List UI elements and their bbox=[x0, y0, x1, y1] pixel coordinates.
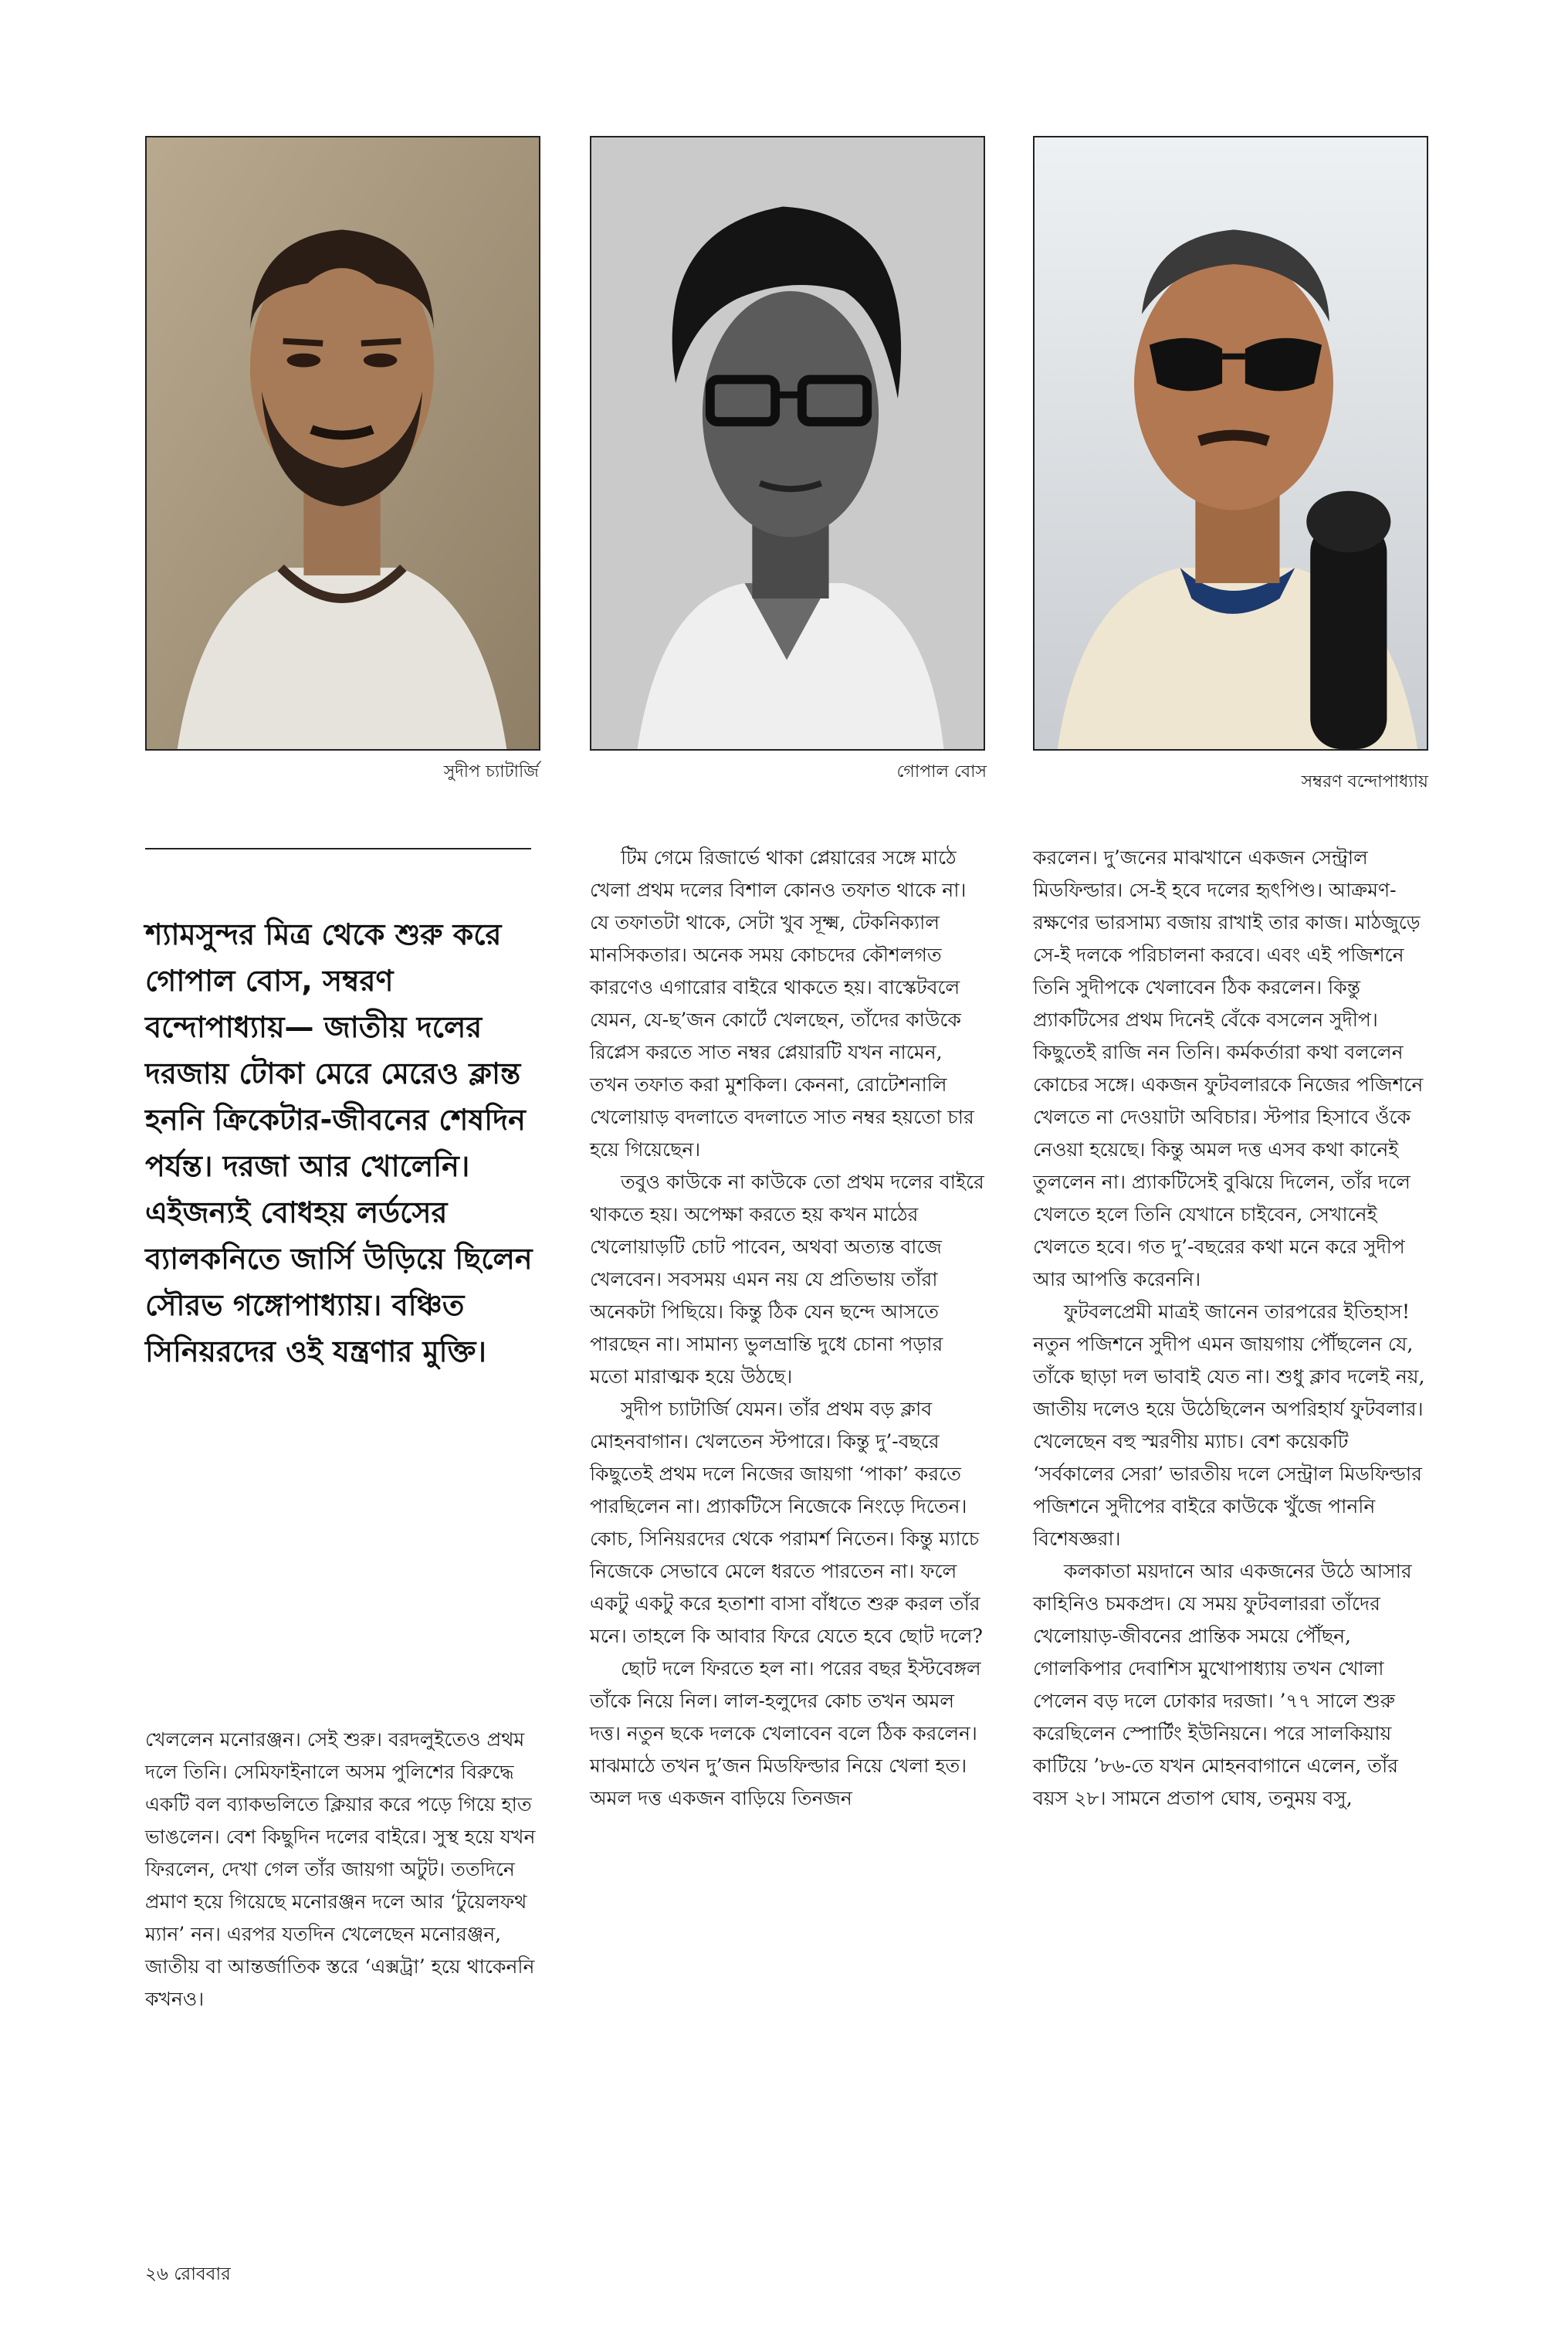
paragraph: সুদীপ চ্যাটার্জি যেমন। তাঁর প্রথম বড় ক্লাব মোহনবাগান। খেলতেন স্টপারে। কিন্তু দু’-বছরে কিছুতেই প্রথম দলে নিজের জায়গা ‘পাকা’ করতে পারছিলেন না। প্র্যাকটিসে নিজেকে নিংড়ে দিতেন। কোচ, সিনিয়রদের থেকে পরামর্শ নিতেন। কিন্তু ম্যাচে নিজেকে সেভাবে মেলে ধরতে পারতেন না। ফলে একটু একটু করে হতাশা বাসা বাঁধতে শুরু করল তাঁর মনে। তাহলে কি আবার ফিরে যেতে হবে ছোট দলে? bbox=[590, 1398, 983, 1647]
pull-quote bbox=[145, 911, 539, 1375]
photo-gopal-bose bbox=[590, 136, 985, 751]
divider-rule bbox=[145, 848, 531, 849]
pull-quote-text: শ্যামসুন্দর মিত্র থেকে শুরু করে গোপাল বোস, সম্বরণ বন্দোপাধ্যায়— জাতীয় দলের দরজায় টোকা মেরে মেরেও ক্লান্ত হননি ক্রিকেটার-জীবনের শেষদিন পর্যন্ত। দরজা আর খোলেনি। এইজন্যই বোধহয় লর্ডসের ব্যালকনিতে জার্সি উড়িয়ে ছিলেন সৌরভ গঙ্গোপাধ্যায়। বঞ্চিত সিনিয়রদের ওই যন্ত্রণার মুক্তি। bbox=[145, 917, 533, 1368]
paragraph: টিম গেমে রিজার্ভে থাকা প্লেয়ারের সঙ্গে মাঠে খেলা প্রথম দলের বিশাল কোনও তফাত থাকে না। যে তফাতটা থাকে, সেটা খুব সূক্ষ্ম, টেকনিক্যাল মানসিকতার। অনেক সময় কোচদের কৌশলগত কারণেও এগারোর বাইরে থাকতে হয়। বাস্কেটবলে যেমন, যে-ছ’জন কোর্টে খেলছেন, তাঁদের কাউকে রিপ্লেস করতে সাত নম্বর প্লেয়ারটি যখন নামেন, তখন তফাত করা মুশকিল। কেননা, রোটেশনালি খেলোয়াড় বদলাতে বদলাতে সাত নম্বর হয়তো চার হয়ে গিয়েছেন। bbox=[590, 846, 974, 1161]
paragraph: খেললেন মনোরঞ্জন। সেই শুরু। বরদলুইতেও প্রথম দলে তিনি। সেমিফাইনালে অসম পুলিশের বিরুদ্ধে একটি বল ব্যাকভলিতে ক্লিয়ার করে পড়ে গিয়ে হাত ভাঙলেন। বেশ কিছুদিন দলের বাইরে। সুস্থ হয়ে যখন ফিরলেন, দেখা গেল তাঁর জায়গা অটুট। ততদিনে প্রমাণ হয়ে গিয়েছে মনোরঞ্জন দলে আর ‘টুয়েলফথ ম্যান’ নন। এরপর যতদিন খেলেছেন মনোরঞ্জন, জাতীয় বা আন্তর্জাতিক স্তরে ‘এক্সট্রা’ হয়ে থাকেননি কখনও। bbox=[145, 1728, 536, 2010]
portrait-image bbox=[591, 137, 984, 749]
portrait-image bbox=[1035, 137, 1427, 749]
paragraph: করলেন। দু’জনের মাঝখানে একজন সেন্ট্রাল মিডফিল্ডার। সে-ই হবে দলের হৃৎপিণ্ড। আক্রমণ-রক্ষণের ভারসাম্য বজায় রাখাই তার কাজ। মাঠজুড়ে সে-ই দলকে পরিচালনা করবে। এবং এই পজিশনে তিনি সুদীপকে খেলাবেন ঠিক করলেন। কিন্তু প্র্যাকটিসের প্রথম দিনেই বেঁকে বসলেন সুদীপ। কিছুতেই রাজি নন তিনি। কর্মকর্তারা কথা বললেন কোচের সঙ্গে। একজন ফুটবলারকে নিজের পজিশনে খেলতে না দেওয়াটা অবিচার। স্টপার হিসাবে ওঁকে নেওয়া হয়েছে। কিন্তু অমল দত্ত এসব কথা কানেই তুললেন না। প্র্যাকটিসেই বুঝিয়ে দিলেন, তাঁর দলে খেলতে হলে তিনি যেখানে চাইবেন, সেখানেই খেলতে হবে। গত দু’-বছরের কথা মনে করে সুদীপ আর আপত্তি করেননি। bbox=[1033, 846, 1424, 1290]
page-folio: ২৬ রোববার bbox=[145, 2264, 231, 2284]
body-column-2 bbox=[590, 842, 987, 1815]
photo-caption: সুদীপ চ্যাটার্জি bbox=[443, 762, 539, 782]
portrait-image bbox=[147, 137, 539, 749]
photo-caption: সম্বরণ বন্দোপাধ্যায় bbox=[1301, 772, 1428, 792]
paragraph: কলকাতা ময়দানে আর একজনের উঠে আসার কাহিনিও চমকপ্রদ। যে সময় ফুটবলাররা তাঁদের খেলোয়াড়-জীবনের প্রান্তিক সময়ে পৌঁছন, গোলকিপার দেবাশিস মুখোপাধ্যায় তখন খোলা পেলেন বড় দলে ঢোকার দরজা। ’৭৭ সালে শুরু করেছিলেন স্পোর্টিং ইউনিয়নে। পরে সালকিয়ায় কাটিয়ে ’৮৬-তে যখন মোহনবাগানে এলেন, তাঁর বয়স ২৮। সামনে প্রতাপ ঘোষ, তনুময় বসু, bbox=[1033, 1560, 1412, 1809]
body-column-1 bbox=[145, 1724, 539, 2016]
photo-sambaran-banerjee bbox=[1033, 136, 1428, 751]
photo-caption: গোপাল বোস bbox=[896, 762, 987, 782]
paragraph: তবুও কাউকে না কাউকে তো প্রথম দলের বাইরে থাকতে হয়। অপেক্ষা করতে হয় কখন মাঠের খেলোয়াড়টি চোট পাবেন, অথবা অত্যন্ত বাজে খেলবেন। সবসময় এমন নয় যে প্রতিভায় তাঁরা অনেকটা পিছিয়ে। কিন্তু ঠিক যেন ছন্দে আসতে পারছেন না। সামান্য ভুলভ্রান্তি দুধে চোনা পড়ার মতো মারাত্মক হয়ে উঠছে। bbox=[590, 1171, 984, 1388]
photo-sudip-chatterjee bbox=[145, 136, 540, 751]
paragraph: ফুটবলপ্রেমী মাত্রই জানেন তারপরের ইতিহাস! নতুন পজিশনে সুদীপ এমন জায়গায় পৌঁছলেন যে, তাঁকে ছাড়া দল ভাবাই যেত না। শুধু ক্লাব দলেই নয়, জাতীয় দলেও হয়ে উঠেছিলেন অপরিহার্য ফুটবলার। খেলেছেন বহু স্মরণীয় ম্যাচ। বেশ কয়েকটি ‘সর্বকালের সেরা’ ভারতীয় দলে সেন্ট্রাল মিডফিল্ডার পজিশনে সুদীপের বাইরে কাউকে খুঁজে পাননি বিশেষজ্ঞরা। bbox=[1033, 1300, 1425, 1550]
paragraph: ছোট দলে ফিরতে হল না। পরের বছর ইস্টবেঙ্গল তাঁকে নিয়ে নিল। লাল-হলুদের কোচ তখন অমল দত্ত। নতুন ছকে দলকে খেলাবেন বলে ঠিক করলেন। মাঝমাঠে তখন দু’জন মিডফিল্ডার নিয়ে খেলা হত। অমল দত্ত একজন বাড়িয়ে তিনজন bbox=[590, 1657, 981, 1809]
body-column-3 bbox=[1033, 842, 1428, 1815]
